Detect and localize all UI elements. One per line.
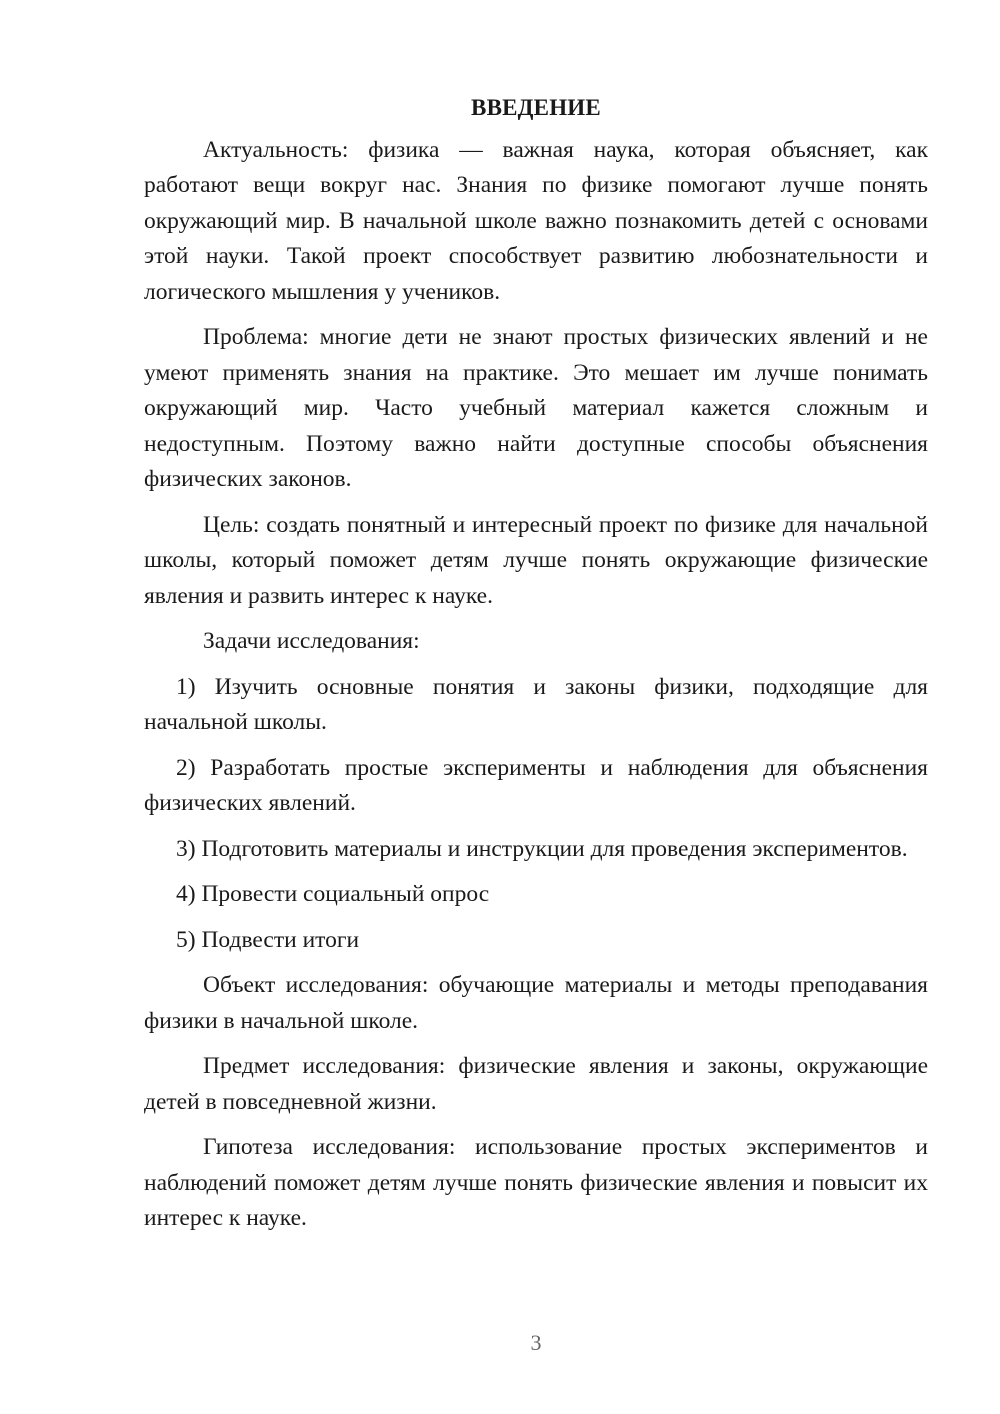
relevance-paragraph: Актуальность: физика — важная наука, которая объясняет, как работают вещи вокруг нас. Знания по физике помогают лучше понять окружающий мир. В начальной школе важно познакомить детей с основами этой науки. Такой проект способствует развитию любознательности и логического мышления у учеников. <box>144 136 928 305</box>
task-item-5: 5) Подвести итоги <box>176 926 360 953</box>
page-number: 3 <box>530 1330 542 1355</box>
goal-paragraph: Цель: создать понятный и интересный проект по физике для начальной школы, который поможет детям лучше понять окружающие физические явления и развить интерес к науке. <box>144 511 928 609</box>
tasks-heading: Задачи исследования: <box>203 628 420 654</box>
hypothesis-paragraph: Гипотеза исследования: использование простых экспериментов и наблюдений поможет детям лучше понять физические явления и повысит их интерес к науке. <box>144 1134 928 1231</box>
task-item-3: 3) Подготовить материалы и инструкции для проведения экспериментов. <box>176 835 908 862</box>
problem-paragraph: Проблема: многие дети не знают простых физических явлений и не умеют применять знания на практике. Это мешает им лучше понимать окружающий мир. Часто учебный материал кажется сложным и недоступным. Поэтому важно найти доступные способы объяснения физических законов. <box>144 324 928 492</box>
subject-paragraph: Предмет исследования: физические явления и законы, окружающие детей в повседневной жизни. <box>144 1053 928 1115</box>
object-paragraph: Объект исследования: обучающие материалы и методы преподавания физики в начальной школе. <box>144 972 928 1034</box>
task-item-4: 4) Провести социальный опрос <box>176 881 490 907</box>
task-item-2: 2) Разработать простые эксперименты и наблюдения для объяснения физических явлений. <box>144 754 928 816</box>
page-title: ВВЕДЕНИЕ <box>471 95 601 120</box>
page-content <box>144 90 928 1247</box>
task-item-1: 1) Изучить основные понятия и законы физики, подходящие для начальной школы. <box>144 673 928 735</box>
